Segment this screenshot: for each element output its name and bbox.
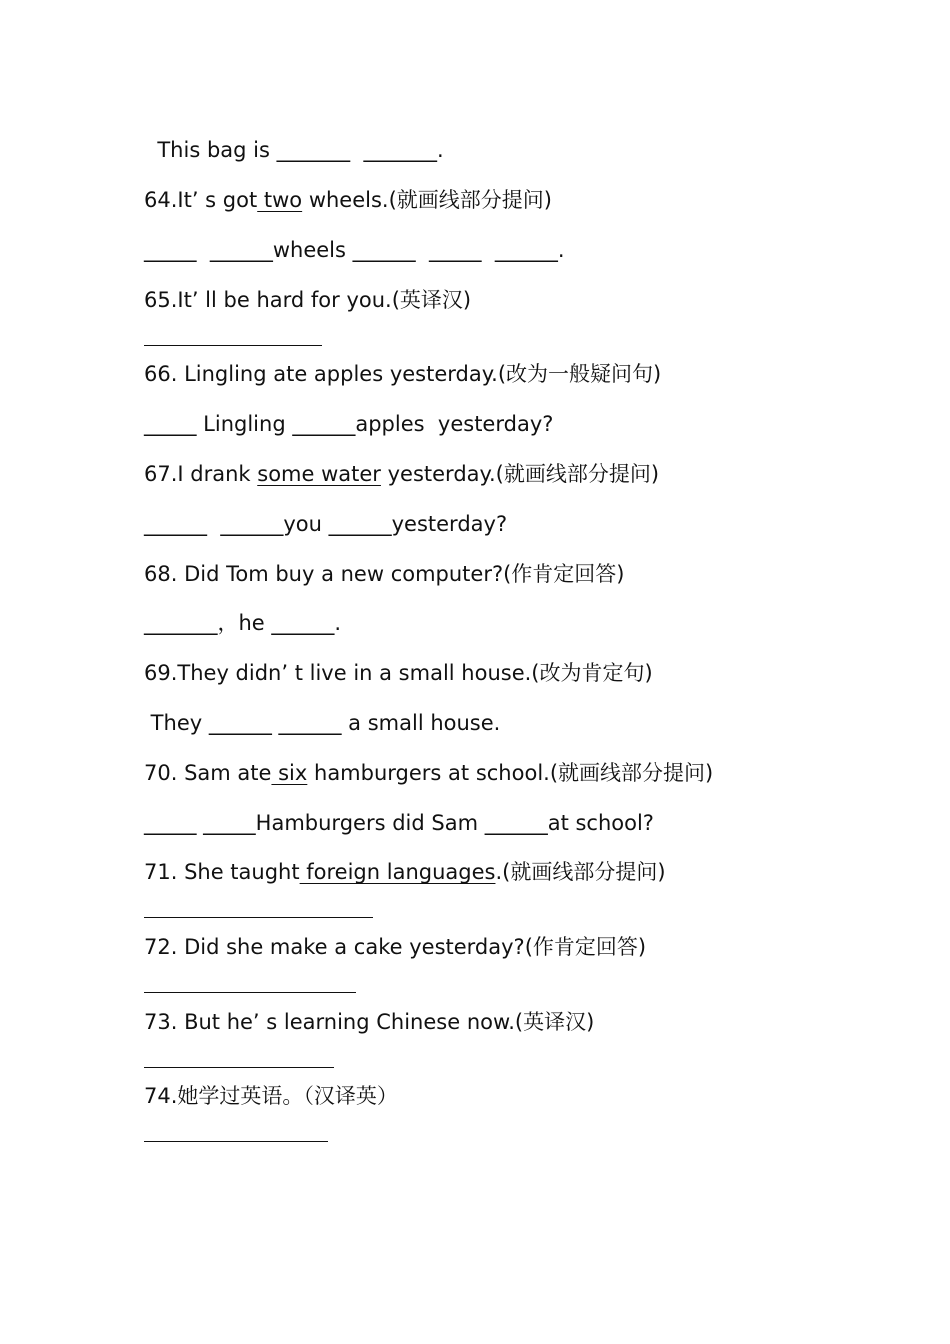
answer-line-66: _____ Lingling ______apples yesterday? bbox=[144, 412, 554, 436]
answer-rule-71 bbox=[144, 917, 373, 918]
question-64-text: 64.It’ s got bbox=[144, 188, 258, 212]
answer-rule-74 bbox=[144, 1141, 328, 1142]
answer-line-67: ______ ______you ______yesterday? bbox=[144, 512, 508, 536]
question-73: 73. But he’ s learning Chinese now.(英译汉) bbox=[144, 1010, 595, 1034]
answer-line-64: _____ ______wheels ______ _____ ______. bbox=[144, 238, 565, 262]
question-72: 72. Did she make a cake yesterday?(作肯定回答) bbox=[144, 935, 647, 959]
answer-line-69: They ______ ______ a small house. bbox=[144, 711, 501, 735]
question-74: 74.她学过英语。（汉译英） bbox=[144, 1084, 398, 1108]
question-71-instruction: .(就画线部分提问) bbox=[495, 860, 666, 884]
question-70-instruction: hamburgers at school.(就画线部分提问) bbox=[307, 761, 714, 785]
question-71-underlined: foreign languages bbox=[299, 860, 496, 884]
answer-line-70: _____ _____Hamburgers did Sam ______at school? bbox=[144, 811, 654, 835]
question-66: 66. Lingling ate apples yesterday.(改为一般疑问句) bbox=[144, 362, 662, 386]
question-67 bbox=[144, 460, 659, 488]
question-64-instruction: wheels.(就画线部分提问) bbox=[302, 188, 552, 212]
question-69: 69.They didn’ t live in a small house.(改为肯定句) bbox=[144, 661, 653, 685]
answer-rule-65 bbox=[144, 345, 322, 346]
question-67-text: 67.I drank bbox=[144, 462, 258, 486]
question-70-text: 70. Sam ate bbox=[144, 761, 272, 785]
question-64 bbox=[144, 186, 552, 214]
question-70 bbox=[144, 759, 713, 787]
answer-line-63: This bag is _______ _______. bbox=[144, 138, 444, 162]
question-67-instruction: yesterday.(就画线部分提问) bbox=[380, 462, 660, 486]
question-71-text: 71. She taught bbox=[144, 860, 300, 884]
answer-rule-73 bbox=[144, 1067, 334, 1068]
question-64-underlined: two bbox=[257, 188, 303, 212]
question-65: 65.It’ ll be hard for you.(英译汉) bbox=[144, 288, 472, 312]
question-68: 68. Did Tom buy a new computer?(作肯定回答) bbox=[144, 562, 625, 586]
answer-line-68: _______，he ______. bbox=[144, 611, 342, 635]
answer-rule-72 bbox=[144, 992, 356, 993]
question-71 bbox=[144, 858, 666, 886]
question-70-underlined: six bbox=[271, 761, 308, 785]
question-67-underlined: some water bbox=[257, 462, 381, 486]
